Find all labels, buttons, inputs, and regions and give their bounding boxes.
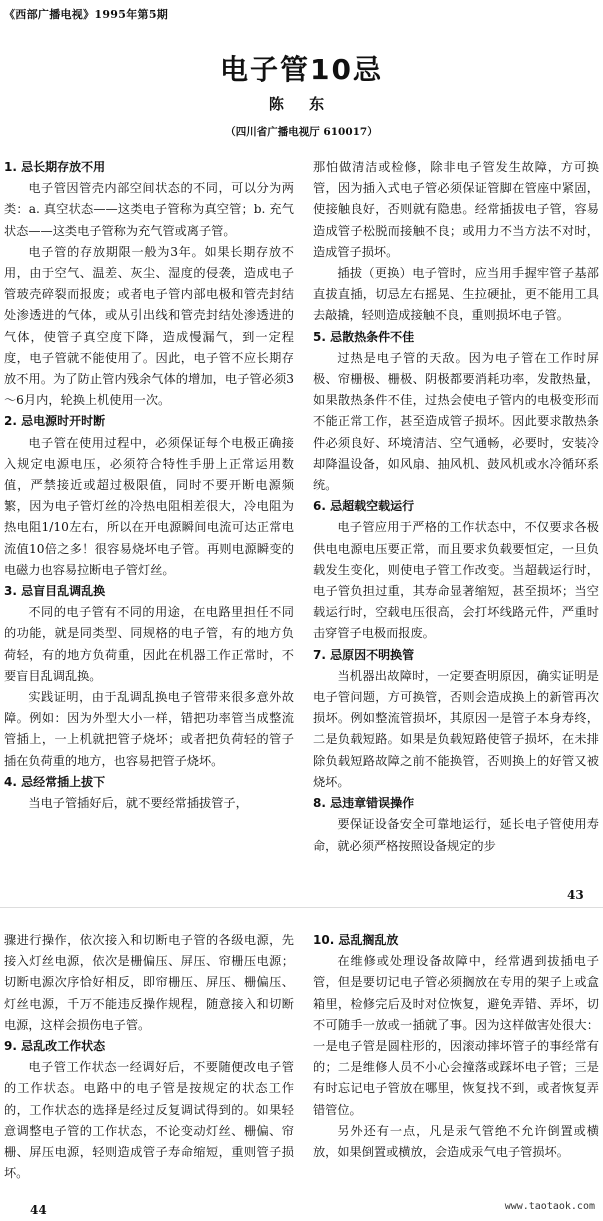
paragraph: 另外还有一点，凡是汞气管绝不允许倒置或横放，如果倒置或横放，会造成汞气电子管损坏。: [313, 1123, 599, 1160]
page2-right-column: [313, 930, 599, 1163]
article-title: 电子管10忌: [220, 53, 383, 86]
paragraph: 不同的电子管有不同的用途，在电路里担任不同的功能，就是同类型、同规格的电子管，有的地方负荷轻，有的地方负荷重，因此在机器工作正常时，不要盲目乱调乱换。: [4, 605, 294, 683]
journal-header: 《西部广播电视》1995年第5期: [4, 8, 169, 21]
page2-left-column: [4, 930, 294, 1184]
paragraph: 要保证设备安全可靠地运行，延长电子管使用寿命，就必须严格按照设备规定的步: [313, 817, 599, 853]
paragraph: 过热是电子管的天敌。因为电子管在工作时屏极、帘栅极、栅极、阴极都要消耗功率，发散热量，如果散热条件不佳，过热会使电子管内的电极变形而不能正常工作，甚至造成管子损坏。因此要求散热条件必须良好、环境清洁、空气通畅，必要时，安装冷却降温设备，如风扇、抽风机、鼓风机或水冷循环系统。: [313, 350, 599, 493]
article-author: 陈 东: [268, 95, 335, 113]
page-number: 44: [30, 1203, 47, 1217]
paragraph: 电子管因管壳内部空间状态的不同，可以分为两类：a. 真空状态——这类电子管称为真空管；b. 充气状态——这类电子管称为充气管或离子管。: [4, 181, 294, 238]
section-heading: 6. 忌超载空载运行: [313, 499, 415, 514]
paragraph: 当电子管插好后，就不要经常插拔管子，: [28, 796, 248, 811]
paragraph-continued: 骤进行操作，依次接入和切断电子管的各级电源，先接入灯丝电源，依次是栅偏压、屏压、帘栅压电源；切断电源次序恰好相反，即帘栅压、屏压、栅偏压、灯丝电源，千万不能违反操作规程，随意接入和切断电源，这样会损伤电子管。: [4, 933, 294, 1032]
paragraph: 当机器出故障时，一定要查明原因，确实证明是电子管问题，方可换管，否则会造成换上的新管再次损坏。例如整流管损坏，其原因一是管子本身寿终，二是负载短路。如果是负载短路使管子损坏，在未排除负载短路故障之前不能换管，否则换上的好管又被烧坏。: [313, 668, 599, 789]
section-heading: 1. 忌长期存放不用: [4, 160, 106, 174]
section-heading: 9. 忌乱改工作状态: [4, 1039, 106, 1054]
section-heading: 3. 忌盲目乱调乱换: [4, 584, 106, 599]
section-heading: 2. 忌电源时开时断: [4, 414, 106, 429]
paragraph: 插拔（更换）电子管时，应当用手握牢管子基部直拔直插，切忌左右摇晃、生拉硬扯，更不能用工具去敲撬，轻则造成接触不良，重则损坏电子管。: [313, 266, 599, 323]
section-heading: 10. 忌乱搁乱放: [313, 933, 399, 947]
page1-left-column: [4, 157, 294, 814]
page-divider: [0, 907, 603, 908]
paragraph: 电子管工作状态一经调好后，不要随便改电子管的工作状态。电路中的电子管是按规定的状态工作的，工作状态的选择是经过反复调试得到的。如果轻意调整电子管的工作状态，不论变动灯丝、栅偏、帘栅、屏压电源，轻则造成管子寿命缩短，重则管子损坏。: [4, 1060, 294, 1181]
paragraph: 实践证明，由于乱调乱换电子管带来很多意外故障。例如：因为外型大小一样，错把功率管当成整流管插上，一上机就把管子烧坏；或者把负荷轻的管子插在负荷重的地方，也容易把管子烧坏。: [4, 690, 294, 768]
page-number: 43: [567, 888, 584, 902]
paragraph: 电子管在使用过程中，必须保证每个电极正确接入规定电源电压，必须符合特性手册上正常运用数值，严禁接近或超过极限值，同时不要开断电源频繁，因为电子管灯丝的冷热电阻相差很大，冷电阻为热电阻1/10左右，所以在开电源瞬间电流可达正常电流值10倍之多！很容易烧坏电子管。再则电源瞬变的电磁力也容易拉断电子管灯丝。: [4, 435, 294, 577]
watermark: www.taotaok.com: [504, 1201, 595, 1212]
section-heading: 5. 忌散热条件不佳: [313, 329, 415, 344]
page1-right-column: [313, 157, 599, 857]
paragraph-continued: 那怕做清洁或检修，除非电子管发生故障，方可换管，因为插入式电子管必须保证管脚在管座中紧固，使接触良好，否则就有隐患。经常插拔电子管，容易造成管子松脱而接触不良；或用力不当方法不对时，造成管子损坏。: [313, 160, 599, 259]
author-affiliation: （四川省广播电视厅 610017）: [225, 126, 378, 138]
section-heading: 8. 忌违章错误操作: [313, 796, 415, 811]
paragraph: 电子管应用于严格的工作状态中，不仅要求各极供电电源电压要正常，而且要求负载要恒定，一旦负载发生变化，则使电子管工作改变。当超载运行时，电子管负担过重，其寿命显著缩短，甚至损坏；当空载运行时，空载电压很高，会打坏线路元件，严重时击穿管子电极而报废。: [313, 520, 599, 641]
paragraph: 电子管的存放期限一般为3年。如果长期存放不用，由于空气、温差、灰尘、湿度的侵袭，造成电子管玻壳碎裂而报废；或者电子管内部电极和管壳封结处渗透进的气体，或从引出线和管壳封结处渗透进的气体，使管子真空度下降，造成慢漏气，到一定程度，电子管就不能使用了。因此，电子管不应长期存放不用。为了防止管内残余气体的增加，电子管必须3～6月内，轮换上机使用一次。: [4, 244, 294, 408]
section-heading: 4. 忌经常插上拔下: [4, 774, 106, 789]
section-heading: 7. 忌原因不明换管: [313, 647, 415, 662]
paragraph: 在维修或处理设备故障中，经常遇到拔插电子管，但是要切记电子管必须搁放在专用的架子上或盒箱里，检修完后及时对位恢复，避免弄错、弄坏，切不可随手一放或一插就了事。因为这样做害处很大：一是电子管是圆柱形的，因滚动摔坏管子的事经常有的；二是维修人员不小心会撞落或踩坏电子管；三是有时忘记电子管放在哪里，恢复找不到，或者恢复弄错管位。: [313, 954, 599, 1117]
